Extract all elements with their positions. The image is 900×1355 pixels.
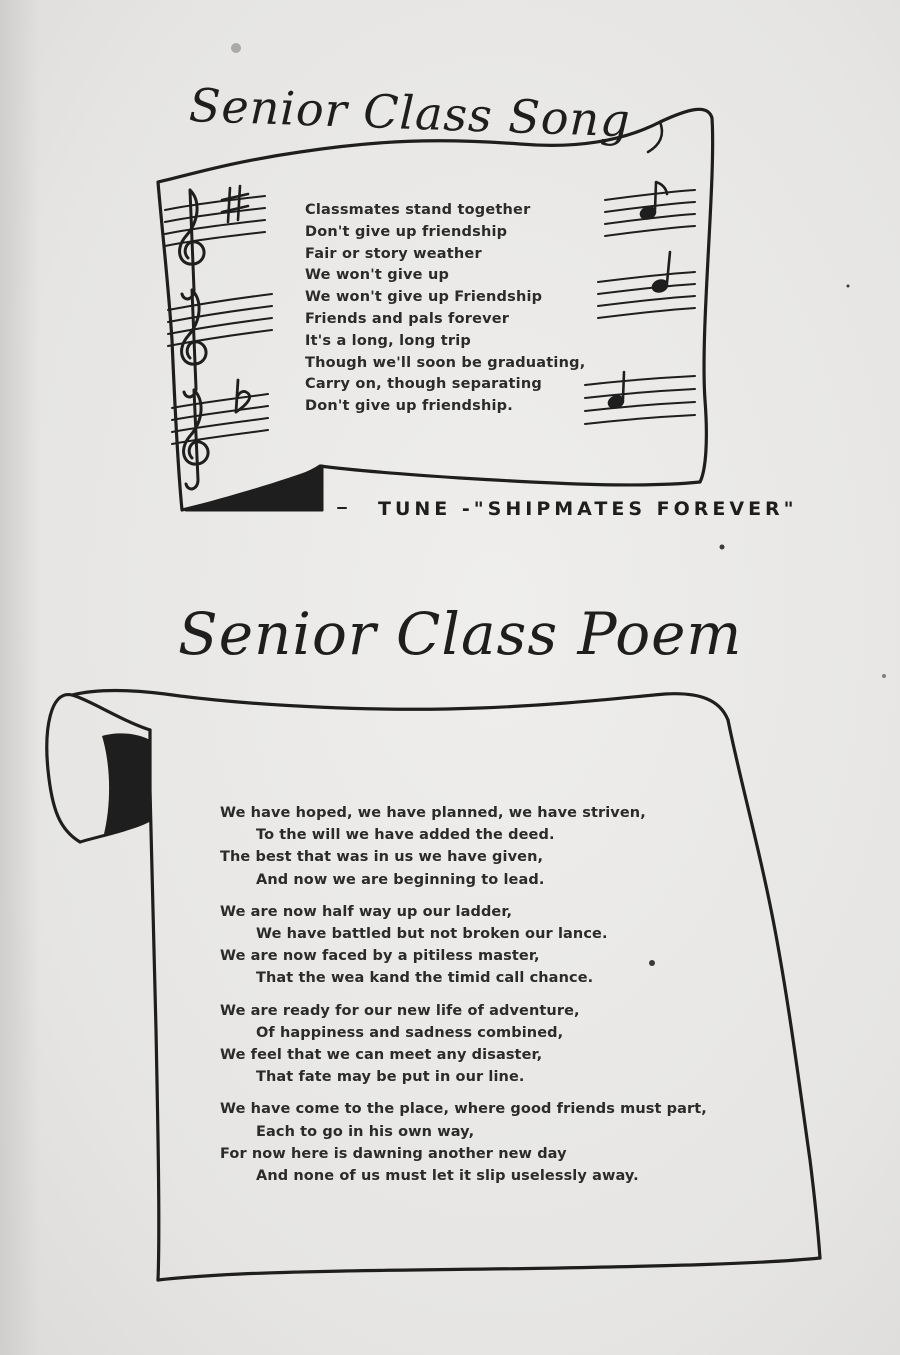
poem-stanza-4 [220,1098,707,1187]
poem-line: Each to go in his own way, [256,1123,475,1140]
song-line: We won't give up Friendship [305,289,543,306]
poem-line: That fate may be put in our line. [256,1069,525,1086]
poem-line: We are ready for our new life of adventure, [220,1002,580,1019]
poem-line: We have come to the place, where good friends must part, [220,1101,707,1118]
scroll-curl-shadow [102,733,152,834]
sharp-sign-icon [222,186,248,222]
song-line: We won't give up [305,267,450,284]
right-music-staves [585,190,695,424]
poem-line: The best that was in us we have given, [220,849,544,866]
poem-line: We have battled but not broken our lance. [256,926,608,943]
poem-line: For now here is dawning another new day [220,1145,567,1162]
song-lyrics [305,200,585,418]
poem-line: We feel that we can meet any disaster, [220,1047,543,1064]
banner-fold-shadow [186,466,322,510]
poem-line: And none of us must let it slip uselessly away. [256,1168,639,1185]
song-line: Fair or story weather [305,245,482,262]
poem-body [220,802,707,1197]
poem-stanza-1 [220,802,707,891]
song-tune-caption: TUNE -"SHIPMATES FOREVER" [378,498,798,520]
song-title: Senior Class Song [188,78,632,148]
song-line: Don't give up friendship. [305,398,513,415]
poem-line: We are now half way up our ladder, [220,903,513,920]
poem-title: Senior Class Poem [178,600,743,668]
poem-line: Of happiness and sadness combined, [256,1024,564,1041]
song-line: Though we'll soon be graduating, [305,354,586,371]
song-line: Classmates stand together [305,202,531,218]
poem-line: And now we are beginning to lead. [256,871,545,888]
poem-line: That the wea kand the timid call chance. [256,970,594,987]
song-line: Friends and pals forever [305,310,510,327]
poem-stanza-3 [220,1000,707,1089]
song-line: Carry on, though separating [305,376,542,393]
song-line: Don't give up friendship [305,223,508,240]
poem-line: We are now faced by a pitiless master, [220,948,540,965]
left-music-staves [165,196,272,444]
poem-line: To the will we have added the deed. [256,827,555,844]
poem-stanza-2 [220,901,707,990]
song-line: It's a long, long trip [305,332,471,349]
poem-line: We have hoped, we have planned, we have striven, [220,805,646,821]
